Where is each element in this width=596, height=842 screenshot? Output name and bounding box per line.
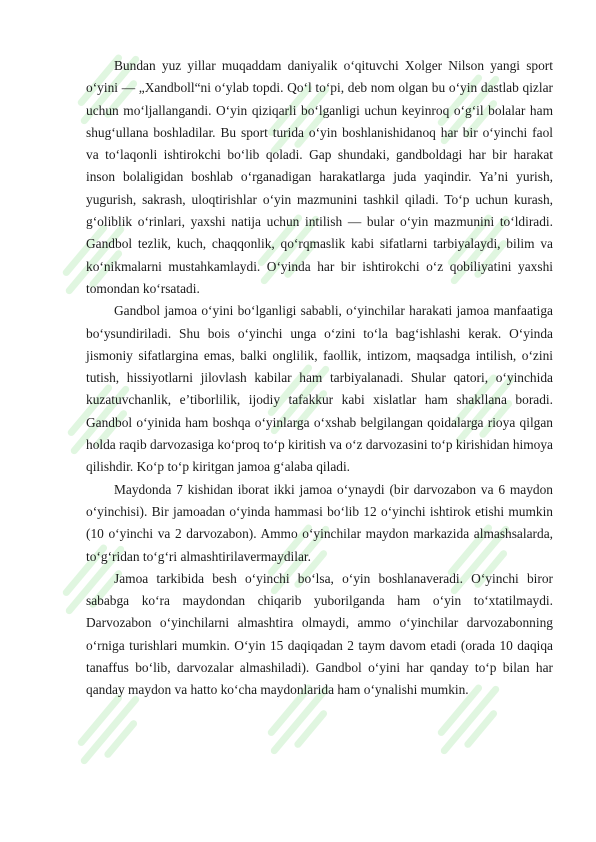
paragraph-3: Maydonda 7 kishidan iborat ikki jamoa oʻynaydi (bir darvozabon va 6 maydon oʻyinchisi). Bir jamoadan oʻyinda hammasi boʻlib 12 oʻyinchi ishtirok etishi mumkin (10 oʻyinchi va 2 darvozabon). Ammo oʻyinchilar maydon markazida almashsalarda, toʻgʻridan toʻgʻri almashtirilavermaydilar. [86,481,553,564]
document-body [86,55,553,702]
paragraph-2: Gandbol jamoa oʻyini boʻlganligi sababli, oʻyinchilar harakati jamoa manfaatiga boʻysundiriladi. Shu bois oʻyinchi unga oʻzini toʻla bagʻishlashi kerak. Oʻyinda jismoniy sifatlargina emas, balki onglilik, faollik, intizom, maqsadga intilish, oʻzini tutish, hissiyotlarni jilovlash kabilar ham tarbiyalanadi. Shular qatori, oʻyinchida kuzatuvchanlik, eʼtiborlilik, ijodiy tafakkur kabi xislatlar ham shakllana boradi. Gandbol oʻyinida ham boshqa oʻyinlarga oʻxshab belgilangan qoidalarga rioya qilgan holda raqib darvozasiga koʻproq toʻp kiritish va oʻz darvozasini toʻp kirishidan himoya qilishdir. Koʻp toʻp kiritgan jamoa gʻalaba qiladi. [86,303,553,475]
watermark-mark [74,690,147,769]
paragraph-4: Jamoa tarkibida besh oʻyinchi boʻlsa, oʻyin boshlanaveradi. Oʻyinchi biror sababga koʻra maydondan chiqarib yuborilganda ham oʻyin toʻxtatilmaydi. Darvozabon oʻyinchilarni almashtira olmaydi, ammo oʻyinchilar darvozabonning oʻrniga turishlari mumkin. Oʻyin 15 daqiqadan 2 taym davom etadi (orada 10 daqiqa tanaffus boʻlib, darvozalar almashiladi). Gandbol oʻyini har qanday toʻp bilan har qanday maydon va hatto koʻcha maydonlarida ham oʻynalishi mumkin. [86,570,553,698]
paragraph-1: Bundan yuz yillar muqaddam daniyalik oʻqituvchi Xolger Nilson yangi sport oʻyini — „Xandboll“ni oʻylab topdi. Qoʻl toʻpi, deb nom olgan bu oʻyin dastlab qizlar uchun moʻljallangandi. Oʻyin qiziqarli boʻlganligi uchun keyinroq oʻgʻil bolalar ham shugʻullana boshladilar. Bu sport turida oʻyin boshlanishidanoq har bir oʻyinchi faol va toʻlaqonli ishtirokchi boʻlib qoladi. Gap shundaki, gandboldagi har bir harakat inson bolaligidan boshlab oʻrganadigan harakatlarga juda yaqindir. Yaʼni yurish, yugurish, sakrash, uloqtirishlar oʻyin mazmunini tashkil qiladi. Toʻp uchun kurash, gʻoliblik oʻrinlari, yaxshi natija uchun intilish — bular oʻyin mazmunini toʻldiradi. Gandbol tezlik, kuch, chaqqonlik, qoʻrqmaslik kabi sifatlarni tarbiyalaydi, bilim va koʻnikmalarni mustahkamlaydi. Oʻyinda har bir ishtirokchi oʻz qobiliyatini yaxshi tomondan koʻrsatadi. [86,58,553,296]
